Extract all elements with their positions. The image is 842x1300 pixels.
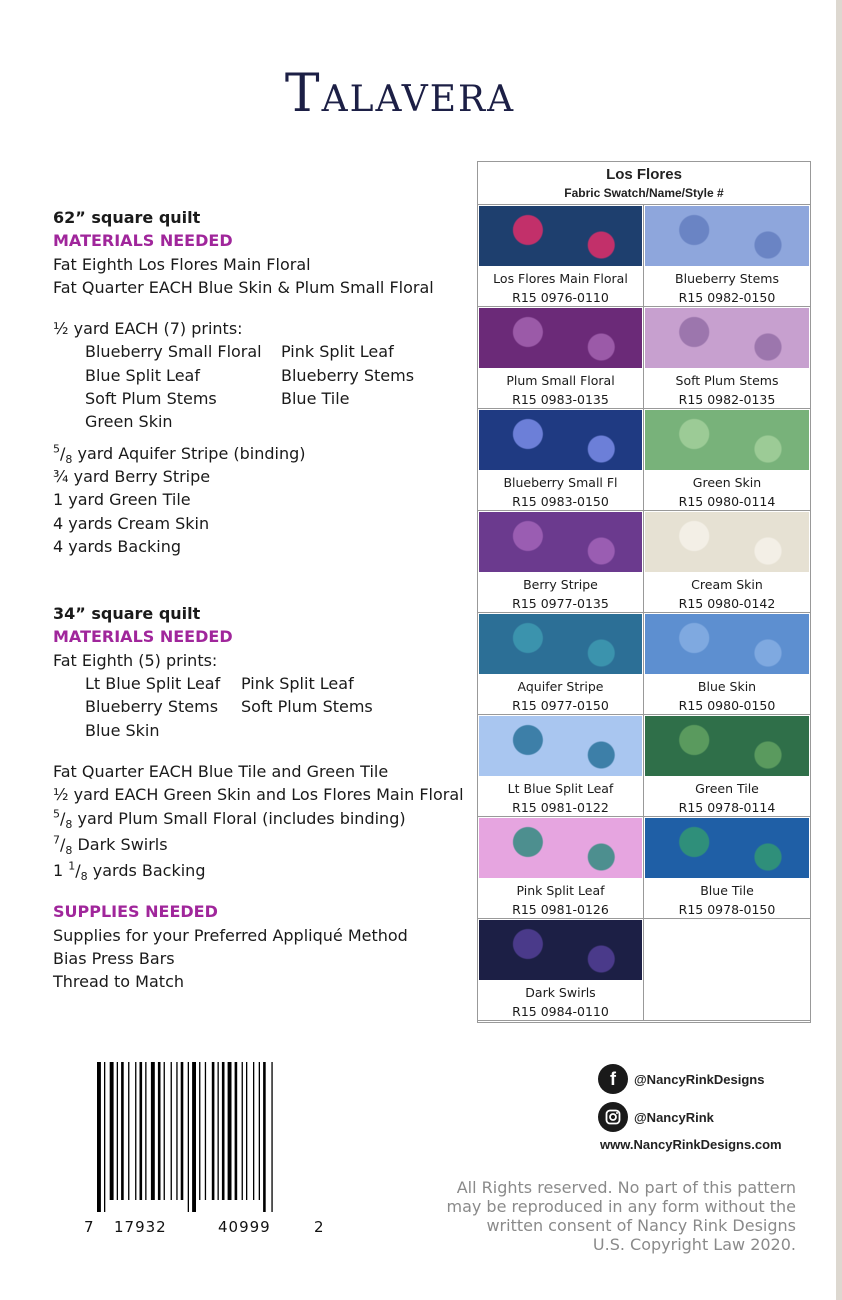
quilt62-aquifer-line: $^5/_8$ yard Aquifer Stripe (binding) <box>53 442 306 466</box>
print-item: Soft Plum Stems <box>241 697 373 717</box>
copyright-notice: All Rights reserved. No part of this pattern may be reproduced in any form without the written consent of Nancy Rink Designs U.S. Copyright Law 2020. <box>446 1178 796 1254</box>
barcode-digit: 7 <box>84 1218 95 1236</box>
quilt62-line: Fat Eighth Los Flores Main Floral <box>53 254 311 274</box>
supplies-line: Supplies for your Preferred Appliqué Method <box>53 925 408 945</box>
swatch-style-number: R15 0982-0150 <box>678 290 776 305</box>
fabric-swatch <box>645 308 809 368</box>
swatch-style-number: R15 0978-0114 <box>678 800 776 815</box>
quilt62-line: Fat Quarter EACH Blue Skin & Plum Small Floral <box>53 277 434 297</box>
swatch-caption <box>478 881 643 919</box>
print-item: Blue Split Leaf <box>85 365 200 385</box>
fabric-swatch <box>479 512 642 572</box>
website-url: www.NancyRinkDesigns.com <box>600 1137 782 1152</box>
swatch-cell <box>644 613 810 715</box>
swatch-style-number: R15 0978-0150 <box>678 902 776 917</box>
swatch-cell <box>644 817 810 919</box>
swatch-style-number: R15 0976-0110 <box>512 290 609 305</box>
quilt62-line: ¾ yard Berry Stripe <box>53 466 211 486</box>
supplies-line: Bias Press Bars <box>53 949 175 969</box>
swatch-name: Pink Split Leaf <box>516 883 605 898</box>
facebook-icon: f <box>598 1064 628 1094</box>
swatch-table-title: Los Flores <box>606 166 682 183</box>
swatch-name: Blueberry Stems <box>675 271 779 286</box>
quilt62-prints-label: ½ yard EACH (7) prints: <box>53 319 243 339</box>
swatch-style-number: R15 0980-0114 <box>678 494 776 509</box>
swatch-table-subtitle: Fabric Swatch/Name/Style # <box>564 186 724 200</box>
swatch-style-number: R15 0977-0135 <box>512 596 609 611</box>
swatch-caption <box>644 881 810 919</box>
print-item: Blueberry Small Floral <box>85 342 262 362</box>
swatch-cell <box>478 205 644 307</box>
print-item: Blue Skin <box>85 720 160 740</box>
quilt34-line: ½ yard EACH Green Skin and Los Flores Main Floral <box>53 785 464 805</box>
quilt34-materials-heading: MATERIALS NEEDED <box>53 627 233 647</box>
barcode <box>95 1062 327 1212</box>
swatch-style-number: R15 0981-0122 <box>512 800 609 815</box>
materials-column <box>53 206 473 994</box>
fabric-swatch <box>645 818 809 878</box>
swatch-cell <box>478 511 644 613</box>
print-item: Green Skin <box>85 412 173 432</box>
swatch-caption <box>644 371 810 409</box>
swatch-style-number: R15 0983-0150 <box>512 494 609 509</box>
quilt62-prints-list <box>53 340 473 433</box>
instagram-row <box>598 1102 714 1132</box>
swatch-style-number: R15 0977-0150 <box>512 698 609 713</box>
print-item: Pink Split Leaf <box>241 674 354 694</box>
swatch-cell <box>478 613 644 715</box>
barcode-digit: 2 <box>314 1218 325 1236</box>
swatch-name: Plum Small Floral <box>506 373 615 388</box>
quilt34-backing-line: 1 $^1/_8$ yards Backing <box>53 859 206 884</box>
swatch-cell <box>644 307 810 409</box>
fabric-swatch <box>479 206 642 266</box>
swatch-name: Green Skin <box>692 475 762 490</box>
swatch-style-number: R15 0983-0135 <box>512 392 609 407</box>
swatch-caption <box>478 677 643 715</box>
swatch-name: Cream Skin <box>691 577 763 592</box>
fabric-swatch <box>645 206 809 266</box>
swatch-cell <box>478 307 644 409</box>
quilt62-line: 4 yards Cream Skin <box>53 513 210 533</box>
swatch-caption <box>478 371 643 409</box>
quilt34-line: Fat Quarter EACH Blue Tile and Green Tile <box>53 761 389 781</box>
barcode-digits: 17932 <box>114 1218 167 1236</box>
fabric-swatch <box>645 512 809 572</box>
swatch-caption <box>478 473 643 511</box>
print-item: Blueberry Stems <box>85 697 219 717</box>
swatch-cell <box>644 409 810 511</box>
supplies-line: Thread to Match <box>53 972 184 992</box>
print-item: Pink Split Leaf <box>281 342 394 362</box>
empty-cell <box>644 919 810 1021</box>
swatch-name: Berry Stripe <box>523 577 598 592</box>
instagram-icon <box>598 1102 628 1132</box>
fabric-swatch <box>479 716 642 776</box>
swatch-cell <box>478 409 644 511</box>
quilt62-line: 4 yards Backing <box>53 536 181 556</box>
quilt62-materials-heading: MATERIALS NEEDED <box>53 231 233 251</box>
print-item: Blue Tile <box>281 389 350 409</box>
swatch-cell <box>644 715 810 817</box>
swatch-style-number: R15 0980-0142 <box>678 596 776 611</box>
swatch-name: Aquifer Stripe <box>517 679 604 694</box>
swatch-caption <box>644 575 810 613</box>
swatch-caption <box>478 269 643 307</box>
swatch-name: Lt Blue Split Leaf <box>507 781 614 796</box>
fabric-swatch <box>645 614 809 674</box>
print-item: Soft Plum Stems <box>85 389 217 409</box>
swatch-caption <box>478 983 643 1021</box>
swatch-cell <box>478 817 644 919</box>
swatch-style-number: R15 0984-0110 <box>512 1004 609 1019</box>
quilt34-prints-label: Fat Eighth (5) prints: <box>53 650 218 670</box>
fabric-swatch <box>479 818 642 878</box>
swatch-name: Los Flores Main Floral <box>493 271 628 286</box>
swatch-name: Soft Plum Stems <box>675 373 779 388</box>
swatch-cell <box>478 715 644 817</box>
swatch-style-number: R15 0980-0150 <box>678 698 776 713</box>
print-item: Lt Blue Split Leaf <box>85 674 221 694</box>
swatch-table-header <box>478 162 810 205</box>
swatch-caption <box>478 779 643 817</box>
swatch-grid <box>478 205 810 1021</box>
print-item: Blueberry Stems <box>281 365 415 385</box>
fabric-swatch <box>479 308 642 368</box>
barcode-digits: 40999 <box>218 1218 271 1236</box>
quilt34-swirl-line: $^7/_8$ Dark Swirls <box>53 833 168 858</box>
fabric-swatch <box>479 920 642 980</box>
swatch-cell <box>478 919 644 1021</box>
quilt34-prints-list <box>53 672 473 742</box>
quilt62-heading: 62” square quilt <box>53 208 201 227</box>
swatch-style-number: R15 0981-0126 <box>512 902 609 917</box>
fabric-swatch <box>645 716 809 776</box>
quilt34-heading: 34” square quilt <box>53 604 201 624</box>
page-title: Talavera <box>284 64 516 124</box>
fabric-swatch <box>645 410 809 470</box>
swatch-name: Blue Skin <box>697 679 757 694</box>
facebook-handle: @NancyRinkDesigns <box>634 1071 765 1087</box>
swatch-name: Dark Swirls <box>525 985 596 1000</box>
fabric-swatch <box>479 410 642 470</box>
fabric-swatch <box>479 614 642 674</box>
instagram-handle: @NancyRink <box>634 1109 714 1125</box>
swatch-style-number: R15 0982-0135 <box>678 392 776 407</box>
swatch-cell <box>644 205 810 307</box>
page-edge <box>836 0 842 1300</box>
swatch-caption <box>644 269 810 307</box>
quilt34-plum-line: $^5/_8$ yard Plum Small Floral (includes binding) <box>53 807 406 831</box>
swatch-name: Blueberry Small Fl <box>503 475 618 490</box>
swatch-name: Green Tile <box>695 781 759 796</box>
swatch-caption <box>644 677 810 715</box>
quilt62-line: 1 yard Green Tile <box>53 490 191 510</box>
swatch-cell <box>644 511 810 613</box>
swatch-caption <box>478 575 643 613</box>
fabric-swatch-table <box>477 161 811 1023</box>
facebook-row <box>598 1064 764 1094</box>
swatch-name: Blue Tile <box>700 883 754 898</box>
supplies-heading: SUPPLIES NEEDED <box>53 902 218 922</box>
swatch-caption <box>644 779 810 817</box>
swatch-caption <box>644 473 810 511</box>
